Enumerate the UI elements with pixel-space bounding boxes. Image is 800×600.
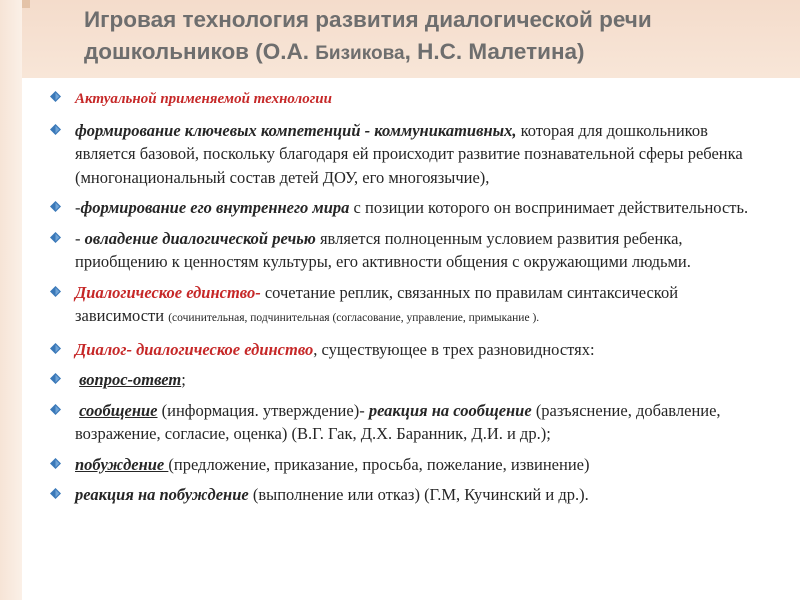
title-line-1: Игровая технология развития диалогической речи: [84, 7, 652, 32]
bullet-text-bold: формирование его внутреннего мира: [80, 198, 350, 217]
bullet-text-red: Диалог- диалогическое единство: [75, 339, 314, 359]
bullet-item: [50, 368, 770, 392]
diamond-bullet-icon: [50, 458, 61, 469]
bullet-text: -: [75, 198, 81, 217]
bullet-item: [50, 483, 770, 507]
bullet-item: [50, 196, 770, 220]
bullet-item: [50, 338, 770, 362]
title-part: , Н.С. Малетина): [404, 39, 585, 64]
diamond-bullet-icon: [50, 124, 61, 135]
title-line-2: [84, 36, 784, 70]
bullet-text-red: Диалогическое единство-: [75, 282, 261, 302]
bullet-text: является полноценным условием развития ребенка, приобщению к ценностям культуры, его активности общения с окружающими людьми.: [75, 228, 691, 271]
diamond-bullet-icon: [50, 91, 61, 102]
bullet-item: [50, 453, 770, 477]
bullet-text: которая для дошкольников является базовой, поскольку благодаря ей происходит развитие познавательной сферы ребенка (многонациональный состав детей ДОУ, его многоязычие),: [75, 120, 743, 187]
diamond-bullet-icon: [50, 404, 61, 415]
bullet-text: ;: [181, 370, 186, 389]
bullet-text: (информация. утверждение)-: [157, 400, 369, 420]
bullet-text: сочетание реплик, связанных по правилам синтаксической зависимости: [75, 282, 679, 325]
bullet-text: с позиции которого он воспринимает действительность.: [349, 198, 749, 217]
diamond-bullet-icon: [50, 488, 61, 499]
diamond-bullet-icon: [50, 286, 61, 297]
bullet-item: [50, 227, 770, 274]
bullet-text-bold: реакция на сообщение: [368, 400, 532, 420]
bullet-text-small: (сочинительная, подчинительная (согласование, управление, примыкание ).: [168, 312, 540, 324]
corner-decor: [22, 0, 30, 8]
slide-title: [84, 4, 784, 70]
diamond-bullet-icon: [50, 232, 61, 243]
title-part-small: Бизикова: [315, 43, 405, 64]
bullet-text-underlined: побуждение: [75, 454, 169, 474]
title-part: дошкольников (О.А.: [84, 39, 316, 64]
diamond-bullet-icon: [50, 343, 61, 354]
bullet-text-red: Актуальной применяемой технологии: [75, 91, 332, 107]
bullet-text-bold: реакция на побуждение: [75, 485, 249, 504]
bullet-item: [50, 399, 770, 446]
bullet-text: (разъяснение, добавление, возражение, согласие, оценка) (В.Г. Гак, Д.Х. Баранник, Д.И. и др.);: [75, 400, 721, 443]
bullet-text: , существующее в трех разновидностях:: [313, 339, 595, 359]
left-decor-stripe: [0, 0, 22, 600]
bullet-item: [50, 119, 770, 190]
bullet-item: [50, 86, 770, 112]
bullet-text-underlined: сообщение: [79, 400, 158, 420]
diamond-bullet-icon: [50, 373, 61, 384]
bullet-text: -: [75, 228, 85, 248]
bullet-text-underlined: вопрос-ответ: [79, 370, 182, 389]
bullet-text: (выполнение или отказ) (Г.М, Кучинский и др.).: [248, 485, 589, 504]
bullet-item: [50, 281, 770, 331]
diamond-bullet-icon: [50, 201, 61, 212]
bullet-text-bold: формирование ключевых компетенций - коммуникативных,: [75, 120, 517, 140]
bullet-text: (предложение, приказание, просьба, пожелание, извинение): [168, 454, 590, 474]
bullet-list: [50, 86, 770, 514]
bullet-text-bold: овладение диалогической речью: [84, 228, 316, 248]
